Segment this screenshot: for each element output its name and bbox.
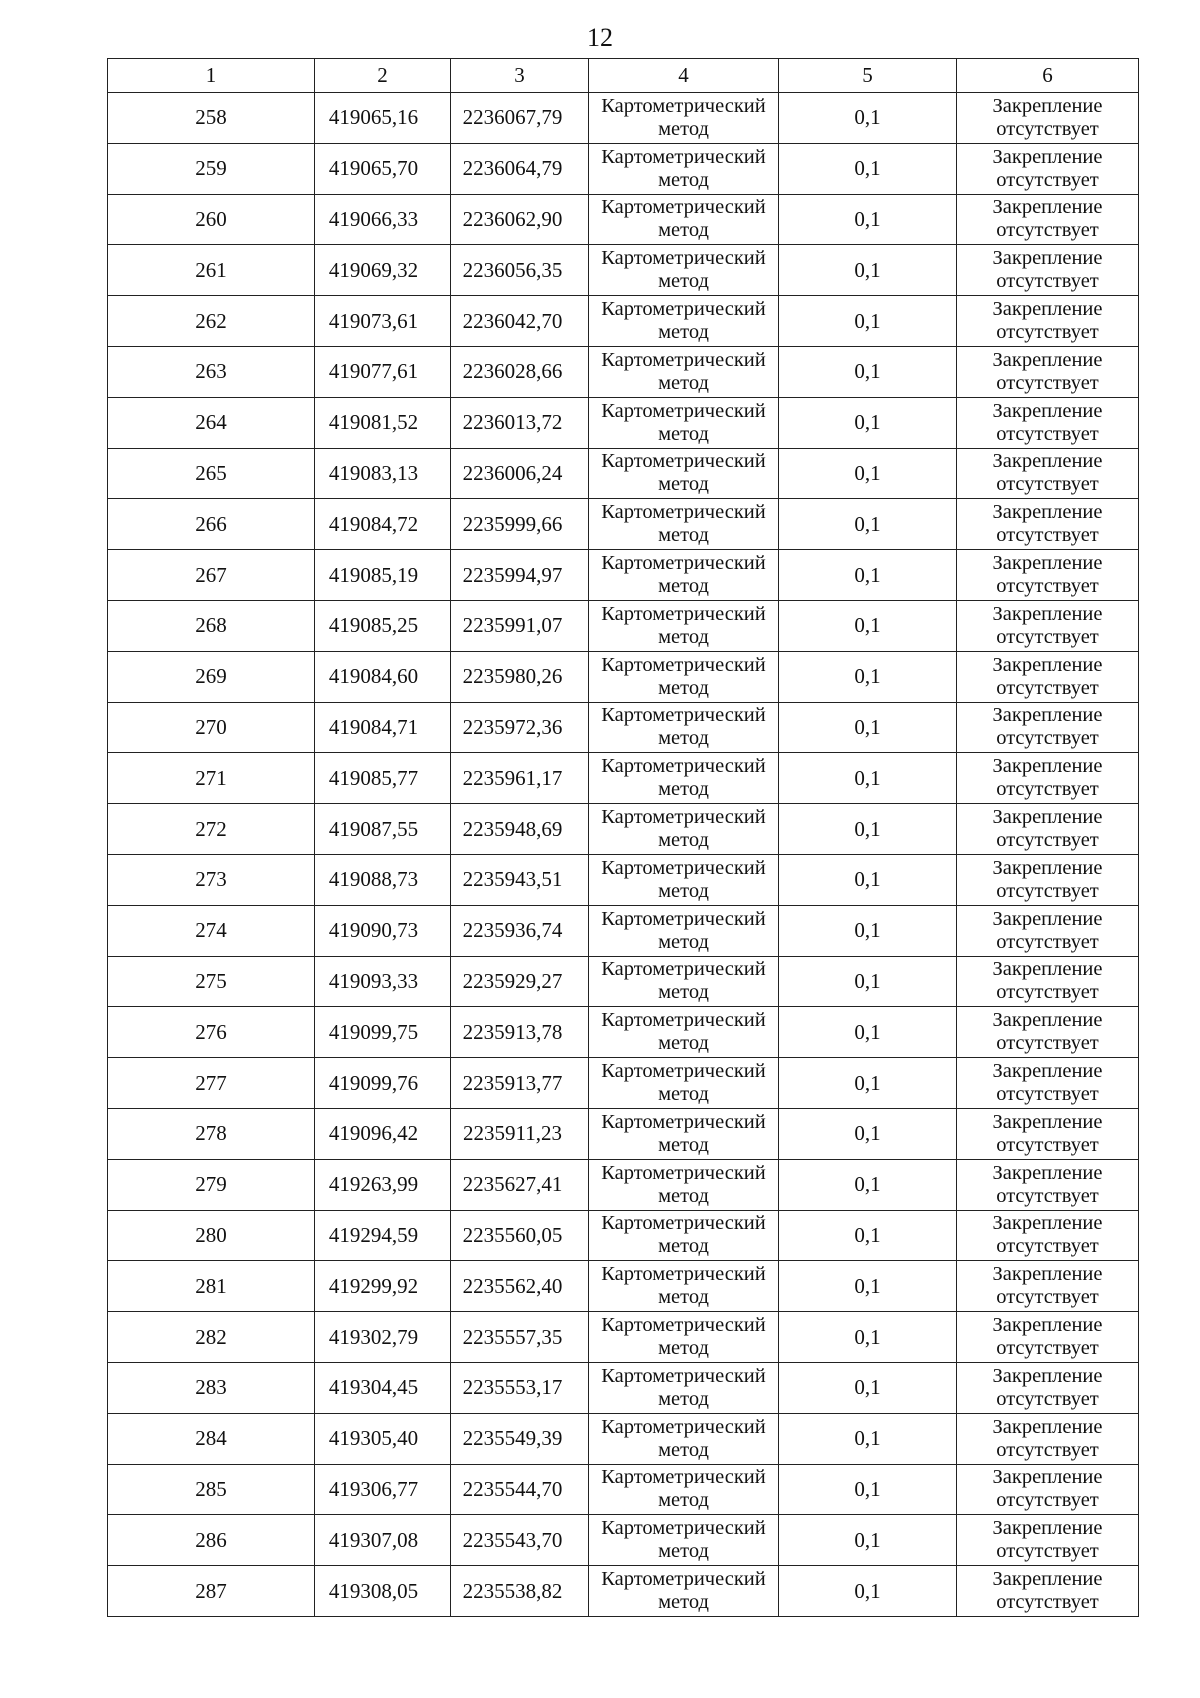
method-cell-text: Картометрический метод bbox=[601, 958, 766, 1004]
accuracy-cell: 0,1 bbox=[779, 1362, 957, 1413]
accuracy-cell: 0,1 bbox=[779, 397, 957, 448]
fixing-cell-text: Закрепление отсутствует bbox=[992, 907, 1103, 953]
table-row bbox=[108, 1515, 1139, 1566]
y-coordinate-cell: 2235991,07 bbox=[451, 600, 589, 651]
y-coordinate-cell: 2235911,23 bbox=[451, 1108, 589, 1159]
fixing-cell-text: Закрепление отсутствует bbox=[992, 1314, 1103, 1360]
fixing-cell-text: Закрепление отсутствует bbox=[992, 1517, 1103, 1563]
fixing-cell bbox=[957, 804, 1139, 855]
fixing-cell bbox=[957, 651, 1139, 702]
point-number-cell: 275 bbox=[108, 956, 315, 1007]
y-coordinate-cell: 2235562,40 bbox=[451, 1261, 589, 1312]
table-row bbox=[108, 1464, 1139, 1515]
method-cell bbox=[589, 1007, 779, 1058]
table-row bbox=[108, 1007, 1139, 1058]
y-coordinate-cell: 2235961,17 bbox=[451, 753, 589, 804]
method-cell bbox=[589, 143, 779, 194]
fixing-cell-text: Закрепление отсутствует bbox=[992, 1060, 1103, 1106]
x-coordinate-cell: 419084,60 bbox=[315, 651, 451, 702]
fixing-cell bbox=[957, 1058, 1139, 1109]
point-number-cell: 277 bbox=[108, 1058, 315, 1109]
fixing-cell-text: Закрепление отсутствует bbox=[992, 1364, 1103, 1410]
method-cell-text: Картометрический метод bbox=[601, 1364, 766, 1410]
fixing-cell bbox=[957, 600, 1139, 651]
point-number-cell: 276 bbox=[108, 1007, 315, 1058]
accuracy-cell: 0,1 bbox=[779, 245, 957, 296]
fixing-cell bbox=[957, 143, 1139, 194]
y-coordinate-cell: 2235936,74 bbox=[451, 905, 589, 956]
method-cell bbox=[589, 651, 779, 702]
method-cell bbox=[589, 346, 779, 397]
fixing-cell bbox=[957, 1566, 1139, 1617]
accuracy-cell: 0,1 bbox=[779, 194, 957, 245]
point-number-cell: 286 bbox=[108, 1515, 315, 1566]
fixing-cell-text: Закрепление отсутствует bbox=[992, 704, 1103, 750]
y-coordinate-cell: 2235627,41 bbox=[451, 1159, 589, 1210]
y-coordinate-cell: 2235980,26 bbox=[451, 651, 589, 702]
method-cell bbox=[589, 1362, 779, 1413]
method-cell-text: Картометрический метод bbox=[601, 1212, 766, 1258]
method-cell-text: Картометрический метод bbox=[601, 1568, 766, 1613]
method-cell bbox=[589, 1058, 779, 1109]
point-number-cell: 270 bbox=[108, 702, 315, 753]
table-row bbox=[108, 651, 1139, 702]
method-cell-text: Картометрический метод bbox=[601, 907, 766, 953]
x-coordinate-cell: 419085,77 bbox=[315, 753, 451, 804]
y-coordinate-cell: 2235538,82 bbox=[451, 1566, 589, 1617]
point-number-cell: 285 bbox=[108, 1464, 315, 1515]
fixing-cell bbox=[957, 854, 1139, 905]
method-cell-text: Картометрический метод bbox=[601, 1009, 766, 1055]
column-header-4: 4 bbox=[589, 59, 779, 93]
point-number-cell: 271 bbox=[108, 753, 315, 804]
table-row bbox=[108, 1566, 1139, 1617]
point-number-cell: 267 bbox=[108, 550, 315, 601]
accuracy-cell: 0,1 bbox=[779, 1058, 957, 1109]
x-coordinate-cell: 419308,05 bbox=[315, 1566, 451, 1617]
point-number-cell: 280 bbox=[108, 1210, 315, 1261]
fixing-cell-text: Закрепление отсутствует bbox=[992, 196, 1103, 242]
method-cell bbox=[589, 397, 779, 448]
column-header-6: 6 bbox=[957, 59, 1139, 93]
method-cell-text: Картометрический метод bbox=[601, 806, 766, 852]
point-number-cell: 279 bbox=[108, 1159, 315, 1210]
method-cell-text: Картометрический метод bbox=[601, 298, 766, 344]
table-row bbox=[108, 600, 1139, 651]
table-row bbox=[108, 905, 1139, 956]
accuracy-cell: 0,1 bbox=[779, 1515, 957, 1566]
y-coordinate-cell: 2235560,05 bbox=[451, 1210, 589, 1261]
point-number-cell: 266 bbox=[108, 499, 315, 550]
fixing-cell bbox=[957, 194, 1139, 245]
point-number-cell: 284 bbox=[108, 1413, 315, 1464]
accuracy-cell: 0,1 bbox=[779, 143, 957, 194]
table-row bbox=[108, 143, 1139, 194]
x-coordinate-cell: 419307,08 bbox=[315, 1515, 451, 1566]
fixing-cell bbox=[957, 1464, 1139, 1515]
method-cell-text: Картометрический метод bbox=[601, 1466, 766, 1512]
fixing-cell-text: Закрепление отсутствует bbox=[992, 856, 1103, 902]
accuracy-cell: 0,1 bbox=[779, 1007, 957, 1058]
method-cell bbox=[589, 1413, 779, 1464]
y-coordinate-cell: 2235557,35 bbox=[451, 1312, 589, 1363]
y-coordinate-cell: 2236064,79 bbox=[451, 143, 589, 194]
accuracy-cell: 0,1 bbox=[779, 296, 957, 347]
method-cell-text: Картометрический метод bbox=[601, 501, 766, 547]
accuracy-cell: 0,1 bbox=[779, 600, 957, 651]
y-coordinate-cell: 2235913,78 bbox=[451, 1007, 589, 1058]
method-cell bbox=[589, 448, 779, 499]
fixing-cell bbox=[957, 448, 1139, 499]
method-cell-text: Картометрический метод bbox=[601, 1415, 766, 1461]
method-cell bbox=[589, 905, 779, 956]
method-cell bbox=[589, 550, 779, 601]
fixing-cell-text: Закрепление отсутствует bbox=[992, 653, 1103, 699]
fixing-cell bbox=[957, 1210, 1139, 1261]
table-row bbox=[108, 194, 1139, 245]
fixing-cell-text: Закрепление отсутствует bbox=[992, 1161, 1103, 1207]
fixing-cell bbox=[957, 1108, 1139, 1159]
x-coordinate-cell: 419083,13 bbox=[315, 448, 451, 499]
method-cell bbox=[589, 854, 779, 905]
method-cell bbox=[589, 194, 779, 245]
point-number-cell: 282 bbox=[108, 1312, 315, 1363]
y-coordinate-cell: 2236028,66 bbox=[451, 346, 589, 397]
accuracy-cell: 0,1 bbox=[779, 804, 957, 855]
method-cell-text: Картометрический метод bbox=[601, 94, 766, 140]
method-cell-text: Картометрический метод bbox=[601, 552, 766, 598]
x-coordinate-cell: 419066,33 bbox=[315, 194, 451, 245]
accuracy-cell: 0,1 bbox=[779, 1312, 957, 1363]
fixing-cell bbox=[957, 1413, 1139, 1464]
table-row bbox=[108, 1159, 1139, 1210]
method-cell bbox=[589, 753, 779, 804]
method-cell bbox=[589, 1210, 779, 1261]
fixing-cell-text: Закрепление отсутствует bbox=[992, 145, 1103, 191]
fixing-cell bbox=[957, 296, 1139, 347]
y-coordinate-cell: 2235948,69 bbox=[451, 804, 589, 855]
method-cell-text: Картометрический метод bbox=[601, 755, 766, 801]
method-cell bbox=[589, 804, 779, 855]
point-number-cell: 260 bbox=[108, 194, 315, 245]
table-row bbox=[108, 1261, 1139, 1312]
table-row bbox=[108, 448, 1139, 499]
fixing-cell bbox=[957, 397, 1139, 448]
point-number-cell: 262 bbox=[108, 296, 315, 347]
fixing-cell-text: Закрепление отсутствует bbox=[992, 1263, 1103, 1309]
table-row bbox=[108, 346, 1139, 397]
method-cell bbox=[589, 1312, 779, 1363]
point-number-cell: 281 bbox=[108, 1261, 315, 1312]
fixing-cell bbox=[957, 753, 1139, 804]
x-coordinate-cell: 419077,61 bbox=[315, 346, 451, 397]
table-header bbox=[108, 59, 1139, 93]
accuracy-cell: 0,1 bbox=[779, 1464, 957, 1515]
y-coordinate-cell: 2235999,66 bbox=[451, 499, 589, 550]
point-number-cell: 283 bbox=[108, 1362, 315, 1413]
y-coordinate-cell: 2235544,70 bbox=[451, 1464, 589, 1515]
table-row bbox=[108, 245, 1139, 296]
point-number-cell: 264 bbox=[108, 397, 315, 448]
method-cell-text: Картометрический метод bbox=[601, 145, 766, 191]
accuracy-cell: 0,1 bbox=[779, 499, 957, 550]
point-number-cell: 261 bbox=[108, 245, 315, 296]
table-row bbox=[108, 1058, 1139, 1109]
x-coordinate-cell: 419087,55 bbox=[315, 804, 451, 855]
method-cell-text: Картометрический метод bbox=[601, 704, 766, 750]
method-cell-text: Картометрический метод bbox=[601, 1517, 766, 1563]
fixing-cell bbox=[957, 550, 1139, 601]
method-cell-text: Картометрический метод bbox=[601, 602, 766, 648]
y-coordinate-cell: 2236042,70 bbox=[451, 296, 589, 347]
method-cell bbox=[589, 1159, 779, 1210]
accuracy-cell: 0,1 bbox=[779, 956, 957, 1007]
x-coordinate-cell: 419099,75 bbox=[315, 1007, 451, 1058]
table-row bbox=[108, 1362, 1139, 1413]
x-coordinate-cell: 419263,99 bbox=[315, 1159, 451, 1210]
fixing-cell bbox=[957, 1312, 1139, 1363]
fixing-cell-text: Закрепление отсутствует bbox=[992, 1009, 1103, 1055]
x-coordinate-cell: 419065,70 bbox=[315, 143, 451, 194]
fixing-cell bbox=[957, 702, 1139, 753]
point-number-cell: 278 bbox=[108, 1108, 315, 1159]
y-coordinate-cell: 2235972,36 bbox=[451, 702, 589, 753]
fixing-cell-text: Закрепление отсутствует bbox=[992, 1212, 1103, 1258]
fixing-cell bbox=[957, 499, 1139, 550]
fixing-cell bbox=[957, 1007, 1139, 1058]
method-cell bbox=[589, 956, 779, 1007]
fixing-cell-text: Закрепление отсутствует bbox=[992, 755, 1103, 801]
point-number-cell: 287 bbox=[108, 1566, 315, 1617]
column-header-2: 2 bbox=[315, 59, 451, 93]
x-coordinate-cell: 419069,32 bbox=[315, 245, 451, 296]
table-row bbox=[108, 1413, 1139, 1464]
fixing-cell-text: Закрепление отсутствует bbox=[992, 348, 1103, 394]
column-header-1: 1 bbox=[108, 59, 315, 93]
method-cell-text: Картометрический метод bbox=[601, 247, 766, 293]
y-coordinate-cell: 2235913,77 bbox=[451, 1058, 589, 1109]
accuracy-cell: 0,1 bbox=[779, 1159, 957, 1210]
y-coordinate-cell: 2235943,51 bbox=[451, 854, 589, 905]
table-body bbox=[108, 93, 1139, 1617]
fixing-cell-text: Закрепление отсутствует bbox=[992, 1415, 1103, 1461]
y-coordinate-cell: 2235553,17 bbox=[451, 1362, 589, 1413]
method-cell-text: Картометрический метод bbox=[601, 348, 766, 394]
fixing-cell bbox=[957, 1261, 1139, 1312]
header-row bbox=[108, 59, 1139, 93]
method-cell-text: Картометрический метод bbox=[601, 196, 766, 242]
table-row bbox=[108, 499, 1139, 550]
page-number: 12 bbox=[587, 23, 613, 52]
column-header-5: 5 bbox=[779, 59, 957, 93]
point-number-cell: 272 bbox=[108, 804, 315, 855]
fixing-cell bbox=[957, 956, 1139, 1007]
x-coordinate-cell: 419096,42 bbox=[315, 1108, 451, 1159]
table-row bbox=[108, 296, 1139, 347]
accuracy-cell: 0,1 bbox=[779, 550, 957, 601]
accuracy-cell: 0,1 bbox=[779, 854, 957, 905]
accuracy-cell: 0,1 bbox=[779, 1413, 957, 1464]
point-number-cell: 263 bbox=[108, 346, 315, 397]
y-coordinate-cell: 2235543,70 bbox=[451, 1515, 589, 1566]
table-row bbox=[108, 956, 1139, 1007]
x-coordinate-cell: 419084,72 bbox=[315, 499, 451, 550]
method-cell-text: Картометрический метод bbox=[601, 1060, 766, 1106]
fixing-cell bbox=[957, 1515, 1139, 1566]
x-coordinate-cell: 419065,16 bbox=[315, 93, 451, 144]
fixing-cell bbox=[957, 1159, 1139, 1210]
accuracy-cell: 0,1 bbox=[779, 1566, 957, 1617]
x-coordinate-cell: 419090,73 bbox=[315, 905, 451, 956]
method-cell bbox=[589, 600, 779, 651]
x-coordinate-cell: 419093,33 bbox=[315, 956, 451, 1007]
accuracy-cell: 0,1 bbox=[779, 448, 957, 499]
y-coordinate-cell: 2236067,79 bbox=[451, 93, 589, 144]
point-number-cell: 258 bbox=[108, 93, 315, 144]
method-cell bbox=[589, 702, 779, 753]
accuracy-cell: 0,1 bbox=[779, 702, 957, 753]
method-cell bbox=[589, 1108, 779, 1159]
y-coordinate-cell: 2236013,72 bbox=[451, 397, 589, 448]
fixing-cell-text: Закрепление отсутствует bbox=[992, 247, 1103, 293]
point-number-cell: 268 bbox=[108, 600, 315, 651]
method-cell-text: Картометрический метод bbox=[601, 1110, 766, 1156]
column-header-3: 3 bbox=[451, 59, 589, 93]
coordinates-table bbox=[107, 58, 1139, 1617]
x-coordinate-cell: 419302,79 bbox=[315, 1312, 451, 1363]
fixing-cell bbox=[957, 905, 1139, 956]
method-cell-text: Картометрический метод bbox=[601, 1314, 766, 1360]
x-coordinate-cell: 419085,19 bbox=[315, 550, 451, 601]
method-cell bbox=[589, 499, 779, 550]
table-row bbox=[108, 1108, 1139, 1159]
method-cell bbox=[589, 245, 779, 296]
fixing-cell-text: Закрепление отсутствует bbox=[992, 450, 1103, 496]
fixing-cell-text: Закрепление отсутствует bbox=[992, 1466, 1103, 1512]
fixing-cell-text: Закрепление отсутствует bbox=[992, 602, 1103, 648]
fixing-cell bbox=[957, 1362, 1139, 1413]
fixing-cell-text: Закрепление отсутствует bbox=[992, 552, 1103, 598]
method-cell bbox=[589, 93, 779, 144]
fixing-cell-text: Закрепление отсутствует bbox=[992, 501, 1103, 547]
fixing-cell-text: Закрепление отсутствует bbox=[992, 958, 1103, 1004]
x-coordinate-cell: 419081,52 bbox=[315, 397, 451, 448]
table-row bbox=[108, 397, 1139, 448]
fixing-cell-text: Закрепление отсутствует bbox=[992, 399, 1103, 445]
x-coordinate-cell: 419304,45 bbox=[315, 1362, 451, 1413]
table-row bbox=[108, 702, 1139, 753]
method-cell-text: Картометрический метод bbox=[601, 399, 766, 445]
y-coordinate-cell: 2236006,24 bbox=[451, 448, 589, 499]
table-row bbox=[108, 550, 1139, 601]
table-row bbox=[108, 804, 1139, 855]
method-cell bbox=[589, 1566, 779, 1617]
point-number-cell: 259 bbox=[108, 143, 315, 194]
x-coordinate-cell: 419294,59 bbox=[315, 1210, 451, 1261]
y-coordinate-cell: 2235929,27 bbox=[451, 956, 589, 1007]
method-cell bbox=[589, 1261, 779, 1312]
fixing-cell-text: Закрепление отсутствует bbox=[992, 1568, 1103, 1613]
x-coordinate-cell: 419099,76 bbox=[315, 1058, 451, 1109]
fixing-cell bbox=[957, 245, 1139, 296]
point-number-cell: 274 bbox=[108, 905, 315, 956]
method-cell bbox=[589, 1515, 779, 1566]
table-row bbox=[108, 1312, 1139, 1363]
method-cell-text: Картометрический метод bbox=[601, 1161, 766, 1207]
table-row bbox=[108, 1210, 1139, 1261]
accuracy-cell: 0,1 bbox=[779, 651, 957, 702]
accuracy-cell: 0,1 bbox=[779, 1210, 957, 1261]
x-coordinate-cell: 419085,25 bbox=[315, 600, 451, 651]
method-cell-text: Картометрический метод bbox=[601, 856, 766, 902]
accuracy-cell: 0,1 bbox=[779, 93, 957, 144]
method-cell bbox=[589, 296, 779, 347]
method-cell-text: Картометрический метод bbox=[601, 653, 766, 699]
y-coordinate-cell: 2235994,97 bbox=[451, 550, 589, 601]
point-number-cell: 269 bbox=[108, 651, 315, 702]
accuracy-cell: 0,1 bbox=[779, 346, 957, 397]
method-cell bbox=[589, 1464, 779, 1515]
x-coordinate-cell: 419088,73 bbox=[315, 854, 451, 905]
fixing-cell bbox=[957, 93, 1139, 144]
method-cell-text: Картометрический метод bbox=[601, 450, 766, 496]
table-row bbox=[108, 854, 1139, 905]
table-row bbox=[108, 93, 1139, 144]
fixing-cell-text: Закрепление отсутствует bbox=[992, 806, 1103, 852]
y-coordinate-cell: 2236062,90 bbox=[451, 194, 589, 245]
x-coordinate-cell: 419073,61 bbox=[315, 296, 451, 347]
y-coordinate-cell: 2236056,35 bbox=[451, 245, 589, 296]
x-coordinate-cell: 419305,40 bbox=[315, 1413, 451, 1464]
x-coordinate-cell: 419306,77 bbox=[315, 1464, 451, 1515]
fixing-cell-text: Закрепление отсутствует bbox=[992, 298, 1103, 344]
fixing-cell bbox=[957, 346, 1139, 397]
y-coordinate-cell: 2235549,39 bbox=[451, 1413, 589, 1464]
table-row bbox=[108, 753, 1139, 804]
fixing-cell-text: Закрепление отсутствует bbox=[992, 1110, 1103, 1156]
method-cell-text: Картометрический метод bbox=[601, 1263, 766, 1309]
accuracy-cell: 0,1 bbox=[779, 905, 957, 956]
accuracy-cell: 0,1 bbox=[779, 1108, 957, 1159]
accuracy-cell: 0,1 bbox=[779, 753, 957, 804]
accuracy-cell: 0,1 bbox=[779, 1261, 957, 1312]
fixing-cell-text: Закрепление отсутствует bbox=[992, 94, 1103, 140]
point-number-cell: 273 bbox=[108, 854, 315, 905]
x-coordinate-cell: 419299,92 bbox=[315, 1261, 451, 1312]
point-number-cell: 265 bbox=[108, 448, 315, 499]
x-coordinate-cell: 419084,71 bbox=[315, 702, 451, 753]
